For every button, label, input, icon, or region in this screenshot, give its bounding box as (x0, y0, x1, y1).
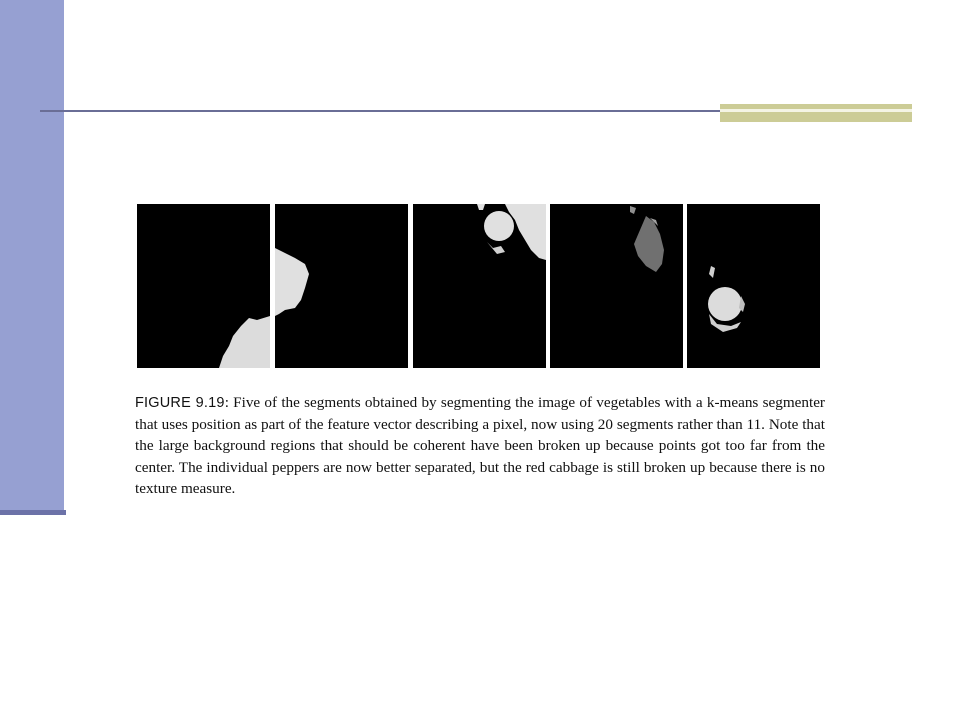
segment-mask-3 (413, 204, 546, 368)
segment-panel-5 (687, 204, 820, 368)
segment-mask-2 (275, 204, 408, 368)
segment-mask-5 (687, 204, 820, 368)
header-accent-bar-line (720, 109, 912, 112)
segment-mask-1 (137, 204, 270, 368)
figure-label: FIGURE 9.19 (135, 395, 225, 411)
figure-caption (135, 392, 825, 499)
figure-caption-text: : Five of the segments obtained by segmenting the image of vegetables with a k-means segmenter that uses position as part of the feature vector describing a pixel, now using 20 segments rather than 11. Note that the large background regions that should be coherent have been broken up because points got too far from the center. The individual peppers are now better separated, but the red cabbage is still broken up because there is no texture measure. (135, 394, 825, 497)
left-accent-bar-shadow (0, 510, 66, 515)
segment-panel-2 (275, 204, 408, 368)
segment-panel-1 (137, 204, 270, 368)
header-accent-bar (720, 104, 912, 122)
segment-panel-3 (413, 204, 546, 368)
left-accent-bar (0, 0, 64, 512)
segmentation-figure (137, 204, 819, 368)
segment-mask-4 (550, 204, 683, 368)
segment-panel-4 (550, 204, 683, 368)
